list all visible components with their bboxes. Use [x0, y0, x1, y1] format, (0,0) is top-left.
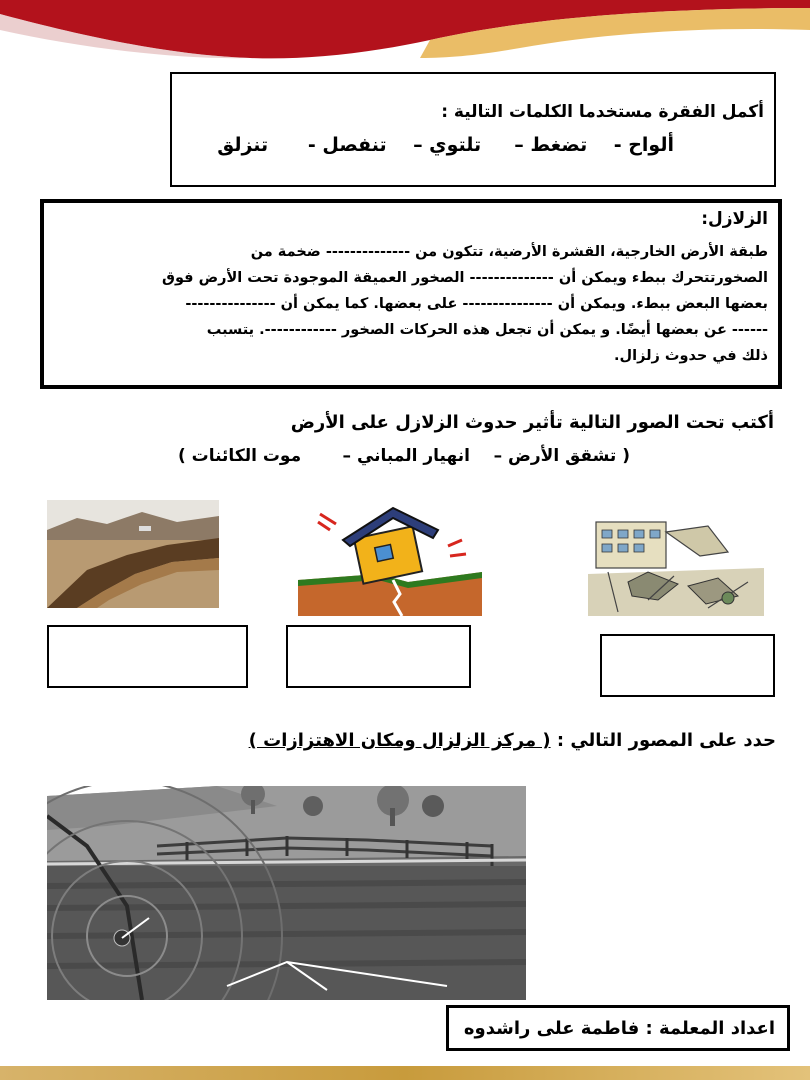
answer-box-2[interactable] — [286, 625, 471, 688]
ground-crack-image — [47, 500, 219, 608]
exercise2-instruction: أكتب تحت الصور التالية تأثير حدوث الزلازل على الأرض — [290, 412, 774, 433]
teacher-name: اعداد المعلمة : فاطمة على راشدوه — [463, 1018, 775, 1039]
answer-box-3[interactable] — [600, 634, 775, 697]
top-banner — [0, 0, 810, 62]
paragraph-line: بعضها البعض ببطء. ويمكن أن --------------- على بعضها. كما يمكن أن --------------- — [185, 296, 768, 312]
exercise3-line — [76, 730, 776, 751]
bottom-bar — [0, 1066, 810, 1080]
collapsing-building-image — [298, 502, 482, 616]
paragraph-box — [40, 199, 782, 389]
paragraph-line: طبقة الأرض الخارجية، القشرة الأرضية، تتكون من -------------- ضخمة من — [250, 244, 768, 260]
exercise1-instruction: أكمل الفقرة مستخدما الكلمات التالية : — [441, 102, 764, 122]
paragraph-heading: الزلازل: — [701, 209, 768, 229]
paragraph-line: الصخورتتحرك ببطء ويمكن أن -------------- الصخور العميقة الموجودة تحت الأرض فوق — [162, 270, 768, 286]
effects-choices: ( تشقق الأرض – انهيار المباني – موت الكائنات ) — [177, 446, 630, 466]
answer-box-1[interactable] — [47, 625, 248, 688]
word-bank: ألواح - تضغط – تلتوي – تنفصل - تنزلق — [217, 134, 674, 156]
teacher-box — [446, 1005, 790, 1051]
paragraph-line: ------ عن بعضها أيضًا. و يمكن أن تجعل هذه الحركات الصخور ------------. يتسبب — [206, 322, 768, 338]
exercise3-instruction: حدد على المصور التالي : — [556, 730, 776, 751]
earthquake-diagram — [47, 786, 526, 1000]
paragraph-line: ذلك في حدوث زلزال. — [614, 348, 768, 364]
exercise3-target: ( مركز الزلزال ومكان الاهتزازات ) — [248, 730, 551, 751]
word-bank-box — [170, 72, 776, 187]
dead-creatures-image — [588, 512, 764, 616]
